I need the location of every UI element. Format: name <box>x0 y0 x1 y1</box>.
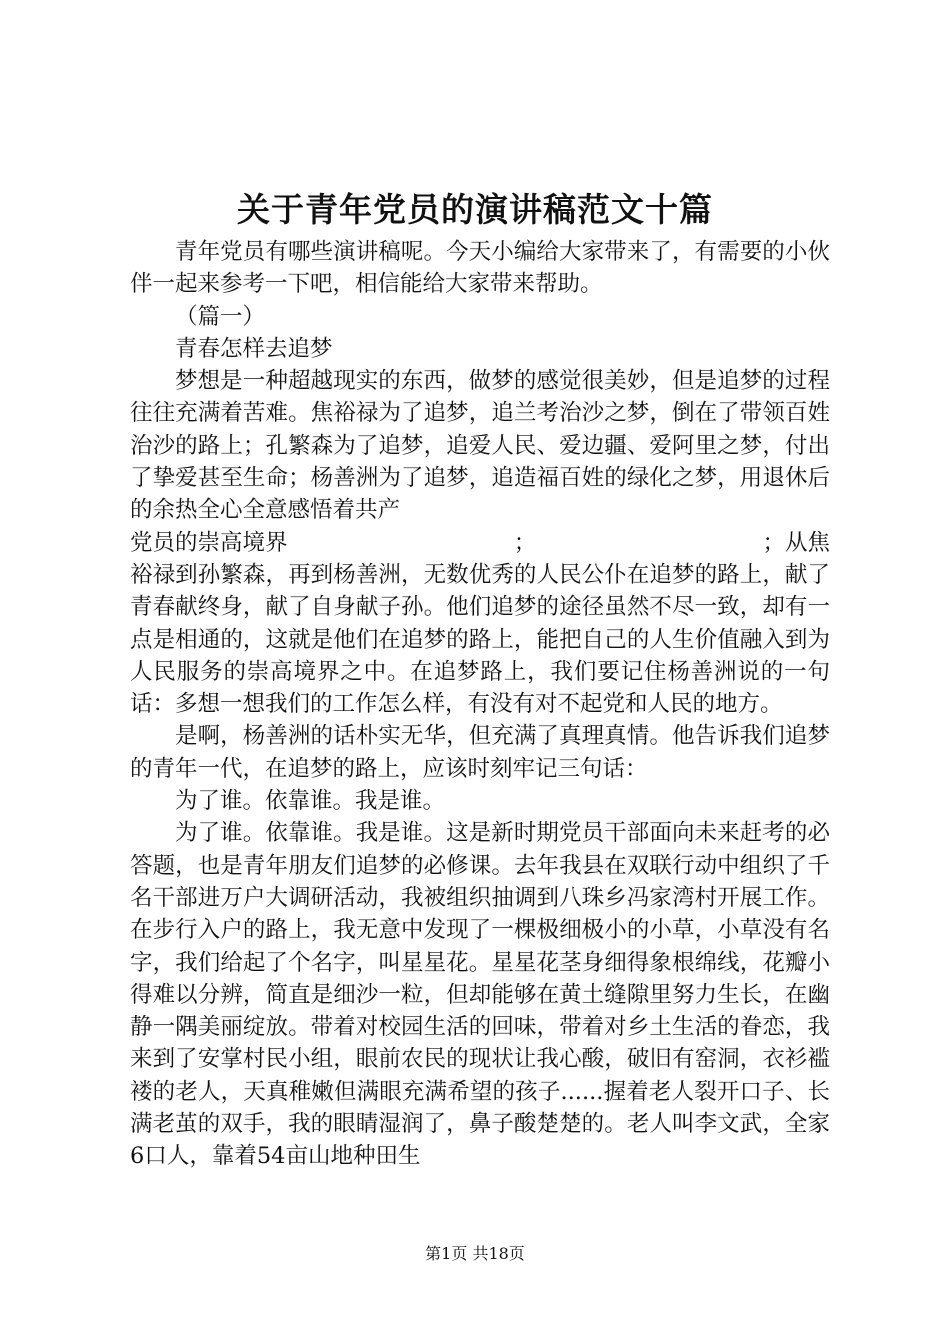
intro-paragraph: 青年党员有哪些演讲稿呢。今天小编给大家带来了，有需要的小伙伴一起来参考一下吧，相信能给大家带来帮助。 <box>130 239 830 298</box>
paragraph-yang-shanzhou: 是啊，杨善洲的话朴实无华，但充满了真理真情。他告诉我们追梦的青年一代，在追梦的路上，应该时刻牢记三句话： <box>130 723 830 782</box>
realm-text: 党员的崇高境界 <box>130 529 288 556</box>
paragraph-dreams-start: 梦想是一种超越现实的东西，做梦的感觉很美妙，但是追梦的过程往往充满着苦难。焦裕禄为了追梦，追兰考治沙之梦，倒在了带领百姓治沙的路上；孔繁森为了追梦，追爱人民、爱边疆、爱阿里之梦，付出了挚爱甚至生命；杨善洲为了追梦，追造福百姓的绿化之梦，用退休后的余热全心全意感悟着共产 <box>130 368 830 524</box>
realm-separator: ； <box>513 529 537 556</box>
paragraph-star-flower: 为了谁。依靠谁。我是谁。这是新时期党员干部面向未来赶考的必答题，也是青年朋友们追梦的必修课。去年我县在双联行动中组织了千名干部进万户大调研活动，我被组织抽调到八珠乡冯家湾村开展工作。在步行入户的路上，我无意中发现了一棵极细极小的小草，小草没有名字，我们给起了个名字，叫星星花。星星花茎身细得象根绵线，花瓣小得难以分辨，简直是细沙一粒，但却能够在黄土缝隙里努力生长，在幽静一隅美丽绽放。带着对校园生活的回味，带着对乡土生活的眷恋，我来到了安掌村民小组，眼前农民的现状让我心酸，破旧有窑洞，衣衫褴褛的老人，天真稚嫩但满眼充满希望的孩子......握着老人裂开口子、长满老茧的双手，我的眼睛湿润了，鼻子酸楚楚的。老人叫李文武，全家6口人，靠着54亩山地种田生 <box>130 820 830 1170</box>
page-footer: 第1页 共18页 <box>425 1244 525 1263</box>
paragraph-dreams-end: 裕禄到孙繁森，再到杨善洲，无数优秀的人民公仆在追梦的路上，献了青春献终身，献了自身献子孙。他们追梦的途径虽然不尽一致，却有一点是相通的，这就是他们在追梦的路上，能把自己的人生价值融入到为人民服务的崇高境界之中。在追梦路上，我们要记住杨善洲说的一句话：多想一想我们的工作怎么样，有没有对不起党和人民的地方。 <box>130 561 830 718</box>
paragraph-dreams <box>130 365 830 720</box>
realm-continuation: ；从焦 <box>762 529 830 556</box>
document-body <box>130 236 830 1173</box>
section-label: （篇一） <box>175 303 266 330</box>
paragraph-dreams-realm-line <box>130 527 830 559</box>
document-title: 关于青年党员的演讲稿范文十篇 <box>237 190 713 229</box>
speech-heading: 青春怎样去追梦 <box>175 335 333 362</box>
three-questions-line: 为了谁。依靠谁。我是谁。 <box>175 788 446 815</box>
